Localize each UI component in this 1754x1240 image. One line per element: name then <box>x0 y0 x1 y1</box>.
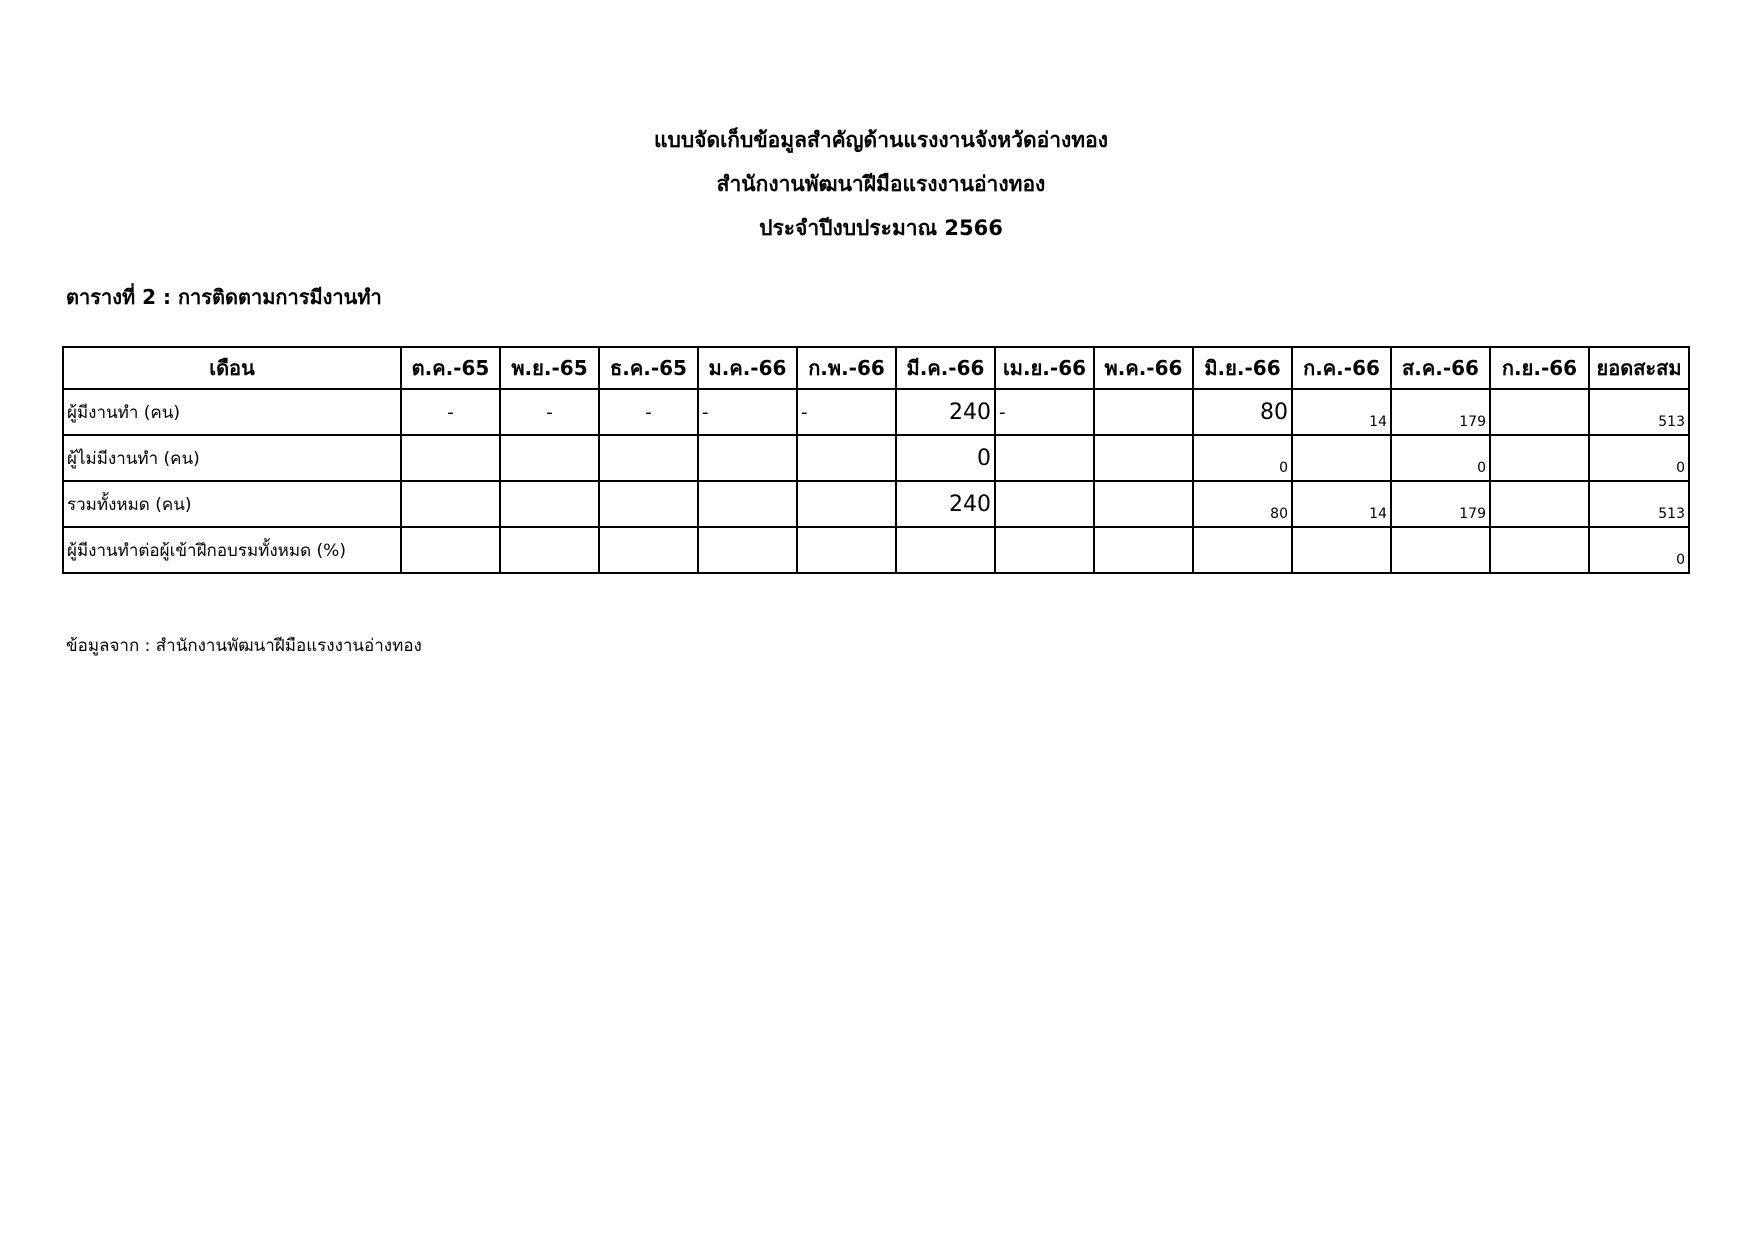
header-month: ส.ค.-66 <box>1391 347 1490 389</box>
table-cell: 0 <box>896 435 995 481</box>
table-cell <box>698 527 797 573</box>
table-cell <box>698 435 797 481</box>
table-cell <box>500 481 599 527</box>
table-row <box>63 435 1689 481</box>
table-cell <box>500 527 599 573</box>
table-cell-total: 0 <box>1589 435 1689 481</box>
table-cell: - <box>995 389 1094 435</box>
table-header-row <box>63 347 1689 389</box>
row-label-employed: ผู้มีงานทำ (คน) <box>63 389 401 435</box>
table-cell <box>995 435 1094 481</box>
table-cell: 14 <box>1292 389 1391 435</box>
table-cell <box>1094 435 1193 481</box>
table-cell: 0 <box>1391 435 1490 481</box>
header-fiscal-year: ประจำปีงบประมาณ 2566 <box>759 216 1003 240</box>
table-cell <box>401 481 500 527</box>
table-row <box>63 527 1689 573</box>
table-cell <box>797 481 896 527</box>
table-cell <box>995 527 1094 573</box>
table-cell <box>1391 527 1490 573</box>
table-cell <box>995 481 1094 527</box>
table-cell <box>1292 435 1391 481</box>
table-cell <box>500 435 599 481</box>
table-cell <box>1193 527 1292 573</box>
table-cell <box>1292 527 1391 573</box>
table-cell: 80 <box>1193 389 1292 435</box>
table-cell: 179 <box>1391 481 1490 527</box>
table-cell <box>401 527 500 573</box>
table-cell-total: 513 <box>1589 389 1689 435</box>
table-cell <box>1490 389 1589 435</box>
table-cell <box>1094 389 1193 435</box>
table-cell <box>1490 435 1589 481</box>
header-month: ก.ค.-66 <box>1292 347 1391 389</box>
table-cell <box>797 435 896 481</box>
table-cell: 240 <box>896 389 995 435</box>
source-note: ข้อมูลจาก : สำนักงานพัฒนาฝีมือแรงงานอ่างทอง <box>66 636 422 656</box>
table-cell <box>1094 481 1193 527</box>
row-label-employment-rate: ผู้มีงานทำต่อผู้เข้าฝึกอบรมทั้งหมด (%) <box>63 527 401 573</box>
table-cell: 0 <box>1193 435 1292 481</box>
table-cell <box>401 435 500 481</box>
table-cell <box>698 481 797 527</box>
table-cell: - <box>797 389 896 435</box>
header-office: สำนักงานพัฒนาฝีมือแรงงานอ่างทอง <box>716 172 1046 196</box>
table-cell <box>797 527 896 573</box>
table-cell: 240 <box>896 481 995 527</box>
document-header <box>0 118 1754 250</box>
table-row <box>63 389 1689 435</box>
table-cell-total: 513 <box>1589 481 1689 527</box>
table-title: ตารางที่ 2 : การติดตามการมีงานทำ <box>66 285 382 309</box>
header-month: ก.พ.-66 <box>797 347 896 389</box>
table-cell <box>896 527 995 573</box>
table-cell <box>1490 481 1589 527</box>
table-cell <box>1490 527 1589 573</box>
table-cell-total: 0 <box>1589 527 1689 573</box>
header-month: พ.ย.-65 <box>500 347 599 389</box>
table-cell: - <box>698 389 797 435</box>
table-cell: 80 <box>1193 481 1292 527</box>
header-month: พ.ค.-66 <box>1094 347 1193 389</box>
header-title: แบบจัดเก็บข้อมูลสำคัญด้านแรงงานจังหวัดอ่างทอง <box>653 128 1109 152</box>
header-month: มี.ค.-66 <box>896 347 995 389</box>
header-month: ก.ย.-66 <box>1490 347 1589 389</box>
header-month: ต.ค.-65 <box>401 347 500 389</box>
header-cumulative: ยอดสะสม <box>1589 347 1689 389</box>
table-cell: - <box>500 389 599 435</box>
table-row <box>63 481 1689 527</box>
table-cell <box>1094 527 1193 573</box>
table-cell <box>599 435 698 481</box>
table-cell: - <box>599 389 698 435</box>
table-cell <box>599 527 698 573</box>
employment-tracking-table <box>62 346 1690 574</box>
table-cell <box>599 481 698 527</box>
header-month: ม.ค.-66 <box>698 347 797 389</box>
row-label-unemployed: ผู้ไม่มีงานทำ (คน) <box>63 435 401 481</box>
header-month: เม.ย.-66 <box>995 347 1094 389</box>
table-cell: 14 <box>1292 481 1391 527</box>
header-month: ธ.ค.-65 <box>599 347 698 389</box>
table-cell: 179 <box>1391 389 1490 435</box>
table-cell: - <box>401 389 500 435</box>
row-label-total: รวมทั้งหมด (คน) <box>63 481 401 527</box>
header-month: มิ.ย.-66 <box>1193 347 1292 389</box>
header-month-label: เดือน <box>63 347 401 389</box>
